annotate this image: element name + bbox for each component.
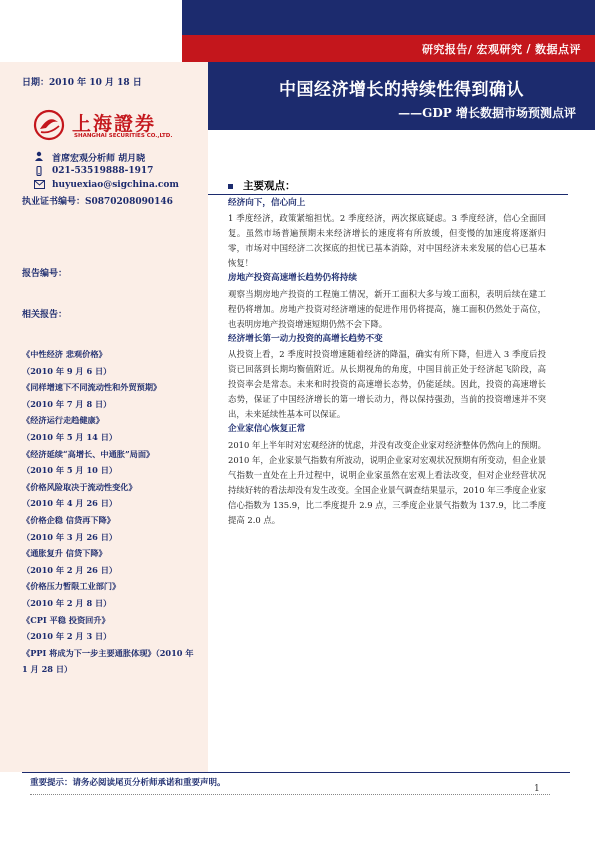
logo-wordmark: 上海證券	[72, 113, 157, 135]
logo-english-name: SHANGHAI SECURITIES CO.,LTD.	[74, 133, 173, 139]
report-number-label: 报告编号：	[22, 269, 68, 279]
divider	[208, 194, 568, 195]
section-body: 观察当期房地产投资的工程施工情况，新开工面积大多与竣工面积，表明后续在建工程仍将增加。房地产投资对经济增速的促进作用仍将提高，施工面积仍然处于高位，也表明房地产投资增速短期仍然不会下降。	[228, 288, 546, 329]
related-report-date: （2010 年 7 月 8 日）	[22, 398, 112, 409]
related-report-title[interactable]: 《CPI 平稳 投资回升》	[22, 614, 110, 625]
phone-icon	[34, 166, 46, 176]
analyst-name: 首席宏观分析师 胡月晓	[52, 154, 146, 164]
footer-divider	[22, 772, 570, 773]
analyst-certificate: 执业证书编号：S0870208090146	[22, 197, 173, 207]
section-body: 1 季度经济，政策紧缩担忧。2 季度经济，两次探底疑虑。3 季度经济，信心全面回复。虽然市场普遍预期未来经济增长的速度将有所放缓，但变慢的加速度将逐渐归零，市场对中国经济二次探底的担忧已基本消除，对中国经济未来发展的信心已基本恢复！	[228, 213, 546, 269]
key-points-heading: 主要观点：	[228, 178, 296, 193]
related-report-title[interactable]: 《同样增速下不同流动性和外贸预期》	[22, 382, 162, 393]
person-icon	[34, 151, 46, 161]
section-heading: 企业家信心恢复正常	[228, 424, 306, 435]
section-body: 从投资上看，2 季度时投资增速随着经济的降温，确实有所下降，但进入 3 季度后投资已回落到长期均衡值附近。从长期视角的角度，中国目前正处于经济起飞阶段，高投资率会是常态。未来和时投资的高速增长态势，仍能延续。因此，投资的高速增长态势，保证了中国经济增长的第一增长动力，得以保持强劲，当前的投资增速并不突出，未来延续性基本可以保证。	[228, 348, 546, 420]
related-report-date: （2010 年 2 月 8 日）	[22, 597, 112, 608]
related-report-title[interactable]: 《经济运行走趋健康》	[22, 415, 104, 426]
breadcrumb-separator: /	[526, 42, 531, 55]
section-body: 2010 年上半年时对宏观经济的忧虑，并没有改变企业家对经济整体仍然向上的预期。2010 年，企业家景气指数有所波动，说明企业家对宏观状况预期有所变动，但企业景气指数一直处在上升过程中，说明企业家虽然在宏观上看法改变，但对企业经营状况持续好转的看法却没有发生改变。全国企业景气调查结果显示，2010 年三季度企业家信心指数为 135.9，比二季度提升 2.9 点，三季度企业景气指数为 137.9，比二季度提高 2.0 点。	[228, 439, 546, 525]
analyst-phone: 021-53519888-1917	[52, 166, 154, 176]
breadcrumb-item-data-review[interactable]: 数据点评	[535, 42, 581, 56]
section-heading: 房地产投资高速增长趋势仍将持续	[228, 273, 357, 284]
related-reports-label: 相关报告：	[22, 310, 68, 320]
company-logo	[32, 108, 182, 144]
key-points-content	[228, 196, 546, 528]
related-report-title[interactable]: 《中性经济 悲观价格》	[22, 349, 107, 359]
related-report-date: （2010 年 9 月 6 日）	[22, 365, 112, 376]
page-title: 中国经济增长的持续性得到确认	[279, 80, 524, 100]
mail-icon	[34, 180, 46, 190]
header-top-band	[182, 0, 595, 35]
related-report-title[interactable]: 《PPI 将成为下一步主要通胀体现》（2010 年	[22, 647, 194, 658]
footer-dotted-line	[30, 794, 550, 795]
related-report-title[interactable]: 《价格压力暂限工业部门》	[22, 581, 121, 592]
section-heading: 经济向下，信心向上	[228, 198, 306, 208]
related-report-date: （2010 年 5 月 10 日）	[22, 465, 118, 476]
breadcrumb-item-research-report[interactable]: 研究报告/	[421, 42, 473, 56]
breadcrumb	[182, 35, 595, 62]
breadcrumb-item-macro[interactable]: 宏观研究	[476, 42, 523, 56]
section-heading: 经济增长第一动力投资的高增长趋势不变	[228, 333, 383, 344]
related-reports-list	[22, 346, 204, 678]
page-subtitle: ——GDP 增长数据市场预测点评	[398, 106, 576, 120]
related-report-date: （2010 年 2 月 26 日）	[22, 564, 118, 575]
related-report-date: 1 月 28 日）	[22, 664, 73, 675]
footer-disclaimer: 重要提示：请务必阅读尾页分析师承诺和重要声明。	[30, 778, 226, 788]
report-date: 日期：2010 年 10 月 18 日	[22, 78, 142, 88]
related-report-date: （2010 年 4 月 26 日）	[22, 498, 118, 509]
square-bullet-icon	[228, 184, 233, 189]
related-report-title[interactable]: 《价格风险取决于流动性变化》	[22, 481, 137, 492]
related-report-date: （2010 年 3 月 26 日）	[22, 531, 118, 542]
related-report-date: （2010 年 5 月 14 日）	[22, 431, 118, 442]
related-report-title[interactable]: 《通胀复升 信贷下降》	[22, 548, 107, 559]
page-number: 1	[534, 784, 540, 794]
analyst-email[interactable]: huyuexiao@sigchina.com	[52, 180, 179, 190]
related-report-date: （2010 年 2 月 3 日）	[22, 631, 112, 642]
related-report-title[interactable]: 《经济延续“高增长、中通胀”局面》	[22, 448, 155, 459]
related-report-title[interactable]: 《价格企稳 信贷再下降》	[22, 514, 115, 525]
